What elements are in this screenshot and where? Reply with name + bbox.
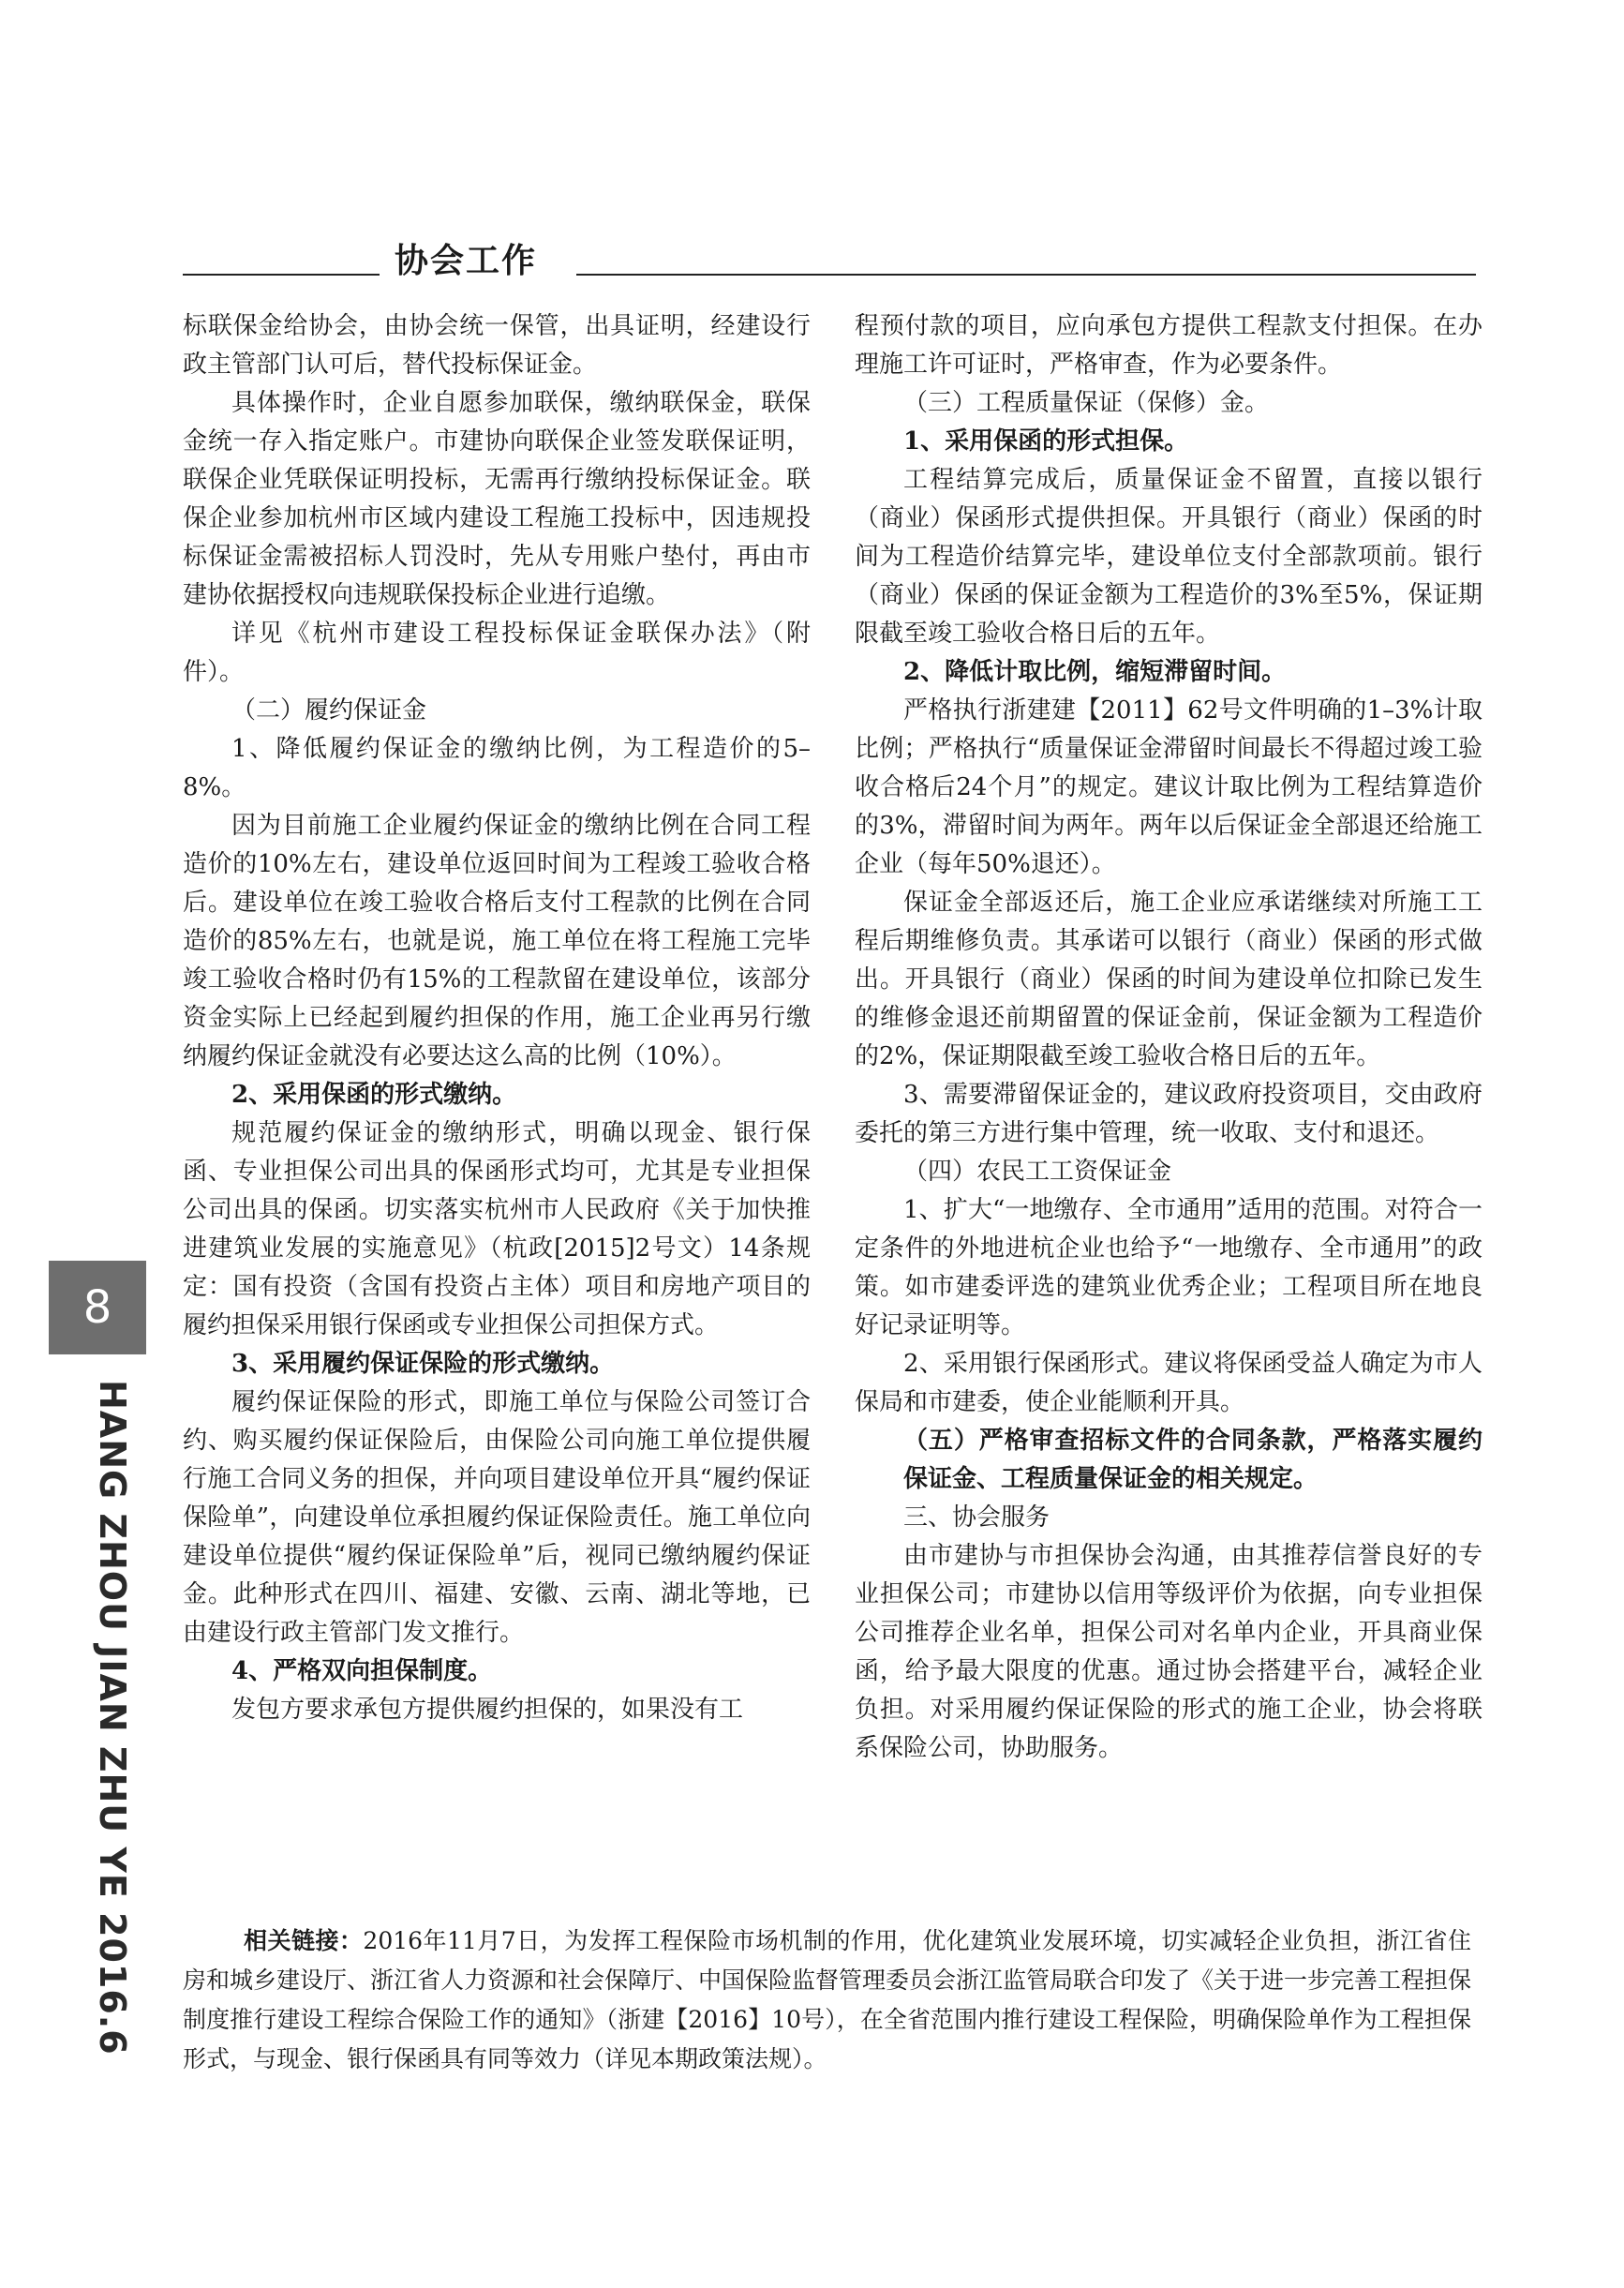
paragraph: 2、采用银行保函形式。建议将保函受益人确定为市人保局和市建委，使企业能顺利开具。	[855, 1350, 1482, 1416]
paragraph: 保证金全部返还后，施工企业应承诺继续对所施工工程后期维修负责。其承诺可以银行（商业）保函的形式做出。开具银行（商业）保函的时间为建设单位扣除已发生的维修金退还前期留置的保证金前，保证金额为工程造价的2%，保证期限截至竣工验收合格日后的五年。	[855, 889, 1482, 1070]
paragraph: 因为目前施工企业履约保证金的缴纳比例在合同工程造价的10%左右，建设单位返回时间为工程竣工验收合格后。建设单位在竣工验收合格后支付工程款的比例在合同造价的85%左右，也就是说，施工单位在将工程施工完毕竣工验收合格时仍有15%的工程款留在建设单位，该部分资金实际上已经起到履约担保的作用，施工企业再另行缴纳履约保证金就没有必要达这么高的比例（10%）。	[183, 812, 811, 1070]
paragraph: 程预付款的项目，应向承包方提供工程款支付担保。在办理施工许可证时，严格审查，作为必要条件。	[855, 312, 1482, 379]
paragraph: 发包方要求承包方提供履约担保的，如果没有工	[231, 1696, 744, 1724]
section-heading: 1、采用保函的形式担保。	[903, 427, 1189, 456]
paragraph: 由市建协与市担保协会沟通，由其推荐信誉良好的专业担保公司；市建协以信用等级评价为依据，向专业担保公司推荐企业名单，担保公司对名单内企业，开具商业保函，给予最大限度的优惠。通过协会搭建平台，减轻企业负担。对采用履约保证保险的形式的施工企业，协会将联系保险公司，协助服务。	[855, 1542, 1482, 1762]
paragraph: 严格执行浙建建【2011】62号文件明确的1–3%计取比例；严格执行“质量保证金滞留时间最长不得超过竣工验收合格后24个月”的规定。建议计取比例为工程结算造价的3%，滞留时间为两年。两年以后保证金全部退还给施工企业（每年50%退还）。	[855, 696, 1482, 878]
section-header	[183, 234, 1476, 281]
page-number: 8	[82, 1281, 112, 1334]
paragraph: 3、需要滞留保证金的，建议政府投资项目，交由政府委托的第三方进行集中管理，统一收取、支付和退还。	[855, 1081, 1482, 1147]
section-heading: 3、采用履约保证保险的形式缴纳。	[231, 1350, 615, 1378]
paragraph: 标联保金给协会，由协会统一保管，出具证明，经建设行政主管部门认可后，替代投标保证金。	[183, 312, 811, 379]
section-heading: 2、采用保函的形式缴纳。	[231, 1081, 517, 1109]
section-heading: （二）履约保证金	[231, 696, 427, 725]
paragraph: 履约保证保险的形式，即施工单位与保险公司签订合约、购买履约保证保险后，由保险公司向施工单位提供履行施工合同义务的担保，并向项目建设单位开具“履约保证保险单”，向建设单位承担履约保证保险责任。施工单位向建设单位提供“履约保证保险单”后，视同已缴纳履约保证金。此种形式在四川、福建、安徽、云南、湖北等地，已由建设行政主管部门发文推行。	[183, 1388, 811, 1647]
header-rule-right	[576, 274, 1476, 276]
side-journal-label: HANG ZHOU JIAN ZHU YE 2016.6	[92, 1380, 133, 2056]
related-link-label: 相关链接：	[244, 1927, 364, 1954]
right-column	[855, 307, 1482, 1768]
section-title: 协会工作	[395, 242, 538, 280]
related-link-text: 2016年11月7日，为发挥工程保险市场机制的作用，优化建筑业发展环境，切实减轻企业负担，浙江省住房和城乡建设厅、浙江省人力资源和社会保障厅、中国保险监督管理委员会浙江监管局联合印发了《关于进一步完善工程担保制度推行建设工程综合保险工作的通知》（浙建【2016】10号），在全省范围内推行建设工程保险，明确保险单作为工程担保形式，与现金、银行保函具有同等效力（详见本期政策法规）。	[183, 1927, 1472, 2072]
paragraph: 具体操作时，企业自愿参加联保，缴纳联保金，联保金统一存入指定账户。市建协向联保企业签发联保证明，联保企业凭联保证明投标，无需再行缴纳投标保证金。联保企业参加杭州市区域内建设工程施工投标中，因违规投标保证金需被招标人罚没时，先从专用账户垫付，再由市建协依据授权向违规联保投标企业进行追缴。	[183, 389, 811, 609]
section-heading: （五）严格审查招标文件的合同条款，严格落实履约保证金、工程质量保证金的相关规定。	[903, 1427, 1482, 1493]
section-heading: 2、降低计取比例，缩短滞留时间。	[903, 658, 1287, 686]
section-heading: （三）工程质量保证（保修）金。	[903, 389, 1270, 417]
section-heading: （四）农民工工资保证金	[903, 1158, 1172, 1186]
related-link-note	[183, 1922, 1471, 2079]
page-number-tab	[49, 1261, 146, 1354]
section-heading: 4、严格双向担保制度。	[231, 1657, 493, 1685]
paragraph: 规范履约保证金的缴纳形式，明确以现金、银行保函、专业担保公司出具的保函形式均可，尤其是专业担保公司出具的保函。切实落实杭州市人民政府《关于加快推进建筑业发展的实施意见》（杭政[2015]2号文）14条规定：国有投资（含国有投资占主体）项目和房地产项目的履约担保采用银行保函或专业担保公司担保方式。	[183, 1119, 811, 1339]
paragraph: 详见《杭州市建设工程投标保证金联保办法》（附件）。	[183, 620, 811, 686]
paragraph: 1、扩大“一地缴存、全市通用”适用的范围。对符合一定条件的外地进杭企业也给予“一地缴存、全市通用”的政策。如市建委评选的建筑业优秀企业；工程项目所在地良好记录证明等。	[855, 1196, 1482, 1339]
header-rule-left	[183, 274, 380, 276]
paragraph: 1、降低履约保证金的缴纳比例，为工程造价的5–8%。	[183, 735, 811, 801]
paragraph: 工程结算完成后，质量保证金不留置，直接以银行（商业）保函形式提供担保。开具银行（商业）保函的时间为工程造价结算完毕，建设单位支付全部款项前。银行（商业）保函的保证金额为工程造价的3%至5%，保证期限截至竣工验收合格日后的五年。	[855, 466, 1482, 648]
left-column	[183, 307, 811, 1729]
section-heading: 三、协会服务	[903, 1503, 1050, 1532]
